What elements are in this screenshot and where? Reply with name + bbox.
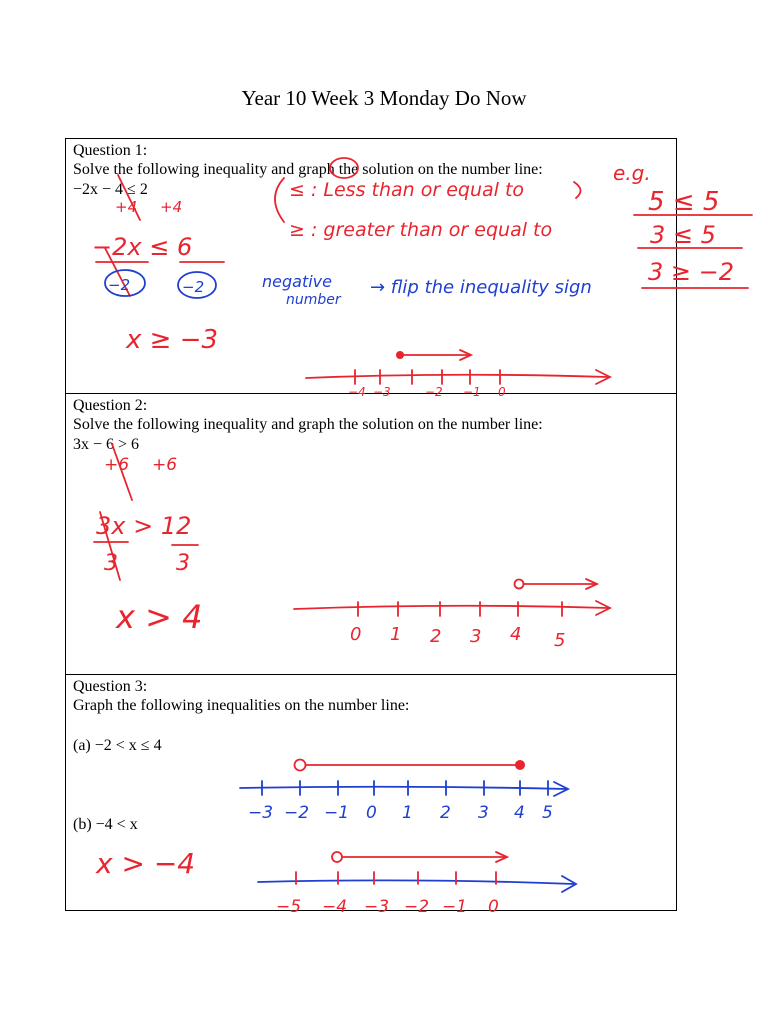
q2-axis-label: 0 <box>350 624 362 645</box>
q3b-axis-label: −5 <box>276 897 302 917</box>
q2-answer: x > 4 <box>116 598 203 636</box>
q2-plus6-right: +6 <box>152 455 178 475</box>
question-2-inequality: 3x − 6 > 6 <box>73 436 140 453</box>
q3a-axis-label: −1 <box>324 803 350 823</box>
q3b-axis-label: −2 <box>404 897 430 917</box>
q1-axis-label: −2 <box>425 385 443 399</box>
question-3-instruction: Graph the following inequalities on the number line: <box>73 697 410 714</box>
q2-axis-label: 1 <box>390 624 402 645</box>
q3a-axis-label: 4 <box>514 803 525 823</box>
q2-axis-label: 4 <box>510 624 522 645</box>
q1-negative-note: negative <box>262 272 332 291</box>
question-1-inequality: −2x − 4 ≤ 2 <box>73 181 148 198</box>
q2-step-lhs: 3x > 12 <box>96 512 192 540</box>
q3a-axis-label: 1 <box>402 803 413 823</box>
q1-answer: x ≥ −3 <box>126 325 219 355</box>
question-1-heading: Question 1: <box>73 142 148 159</box>
q1-example-1: 5 ≤ 5 <box>648 187 720 217</box>
q3b-axis-label: −4 <box>322 897 348 917</box>
q3b-axis-label: −3 <box>364 897 390 917</box>
question-2-box <box>65 393 677 675</box>
q3b-axis-label: 0 <box>488 897 499 917</box>
q1-flip-note: → flip the inequality sign <box>370 277 592 298</box>
q2-axis-label: 2 <box>430 626 442 647</box>
question-3-part-a: (a) −2 < x ≤ 4 <box>73 737 162 754</box>
q2-divisor-left: 3 <box>104 551 118 576</box>
q1-plus4-right: +4 <box>160 198 183 216</box>
q2-divisor-right: 3 <box>176 551 190 576</box>
q1-axis-label: −4 <box>348 385 366 399</box>
question-3-part-b: (b) −4 < x <box>73 816 138 833</box>
q1-divisor-right: −2 <box>182 278 205 296</box>
q1-axis-label: −1 <box>463 385 481 399</box>
question-1-instruction: Solve the following inequality and graph the solution on the number line: <box>73 161 543 178</box>
q3a-axis-label: −3 <box>248 803 274 823</box>
q3a-axis-label: 3 <box>478 803 489 823</box>
q1-eg-note: e.g. <box>613 161 651 185</box>
q3b-answer: x > −4 <box>96 847 196 880</box>
q1-example-2: 3 ≤ 5 <box>650 221 716 249</box>
q3a-axis-label: 0 <box>366 803 377 823</box>
question-2-instruction: Solve the following inequality and graph the solution on the number line: <box>73 416 543 433</box>
q2-plus6-left: +6 <box>104 455 130 475</box>
q1-step-lhs: −2x ≤ 6 <box>92 233 193 261</box>
q3a-axis-label: 5 <box>542 803 553 823</box>
page-title: Year 10 Week 3 Monday Do Now <box>241 86 527 110</box>
question-3-box <box>65 674 677 911</box>
question-3-heading: Question 3: <box>73 678 148 695</box>
q1-le-definition: ≤ : Less than or equal to <box>289 179 525 201</box>
q3a-axis-label: 2 <box>440 803 451 823</box>
q1-number-note: number <box>286 292 341 308</box>
q3a-axis-label: −2 <box>284 803 310 823</box>
q1-plus4-left: +4 <box>115 198 138 216</box>
question-1-box <box>65 138 677 394</box>
q1-axis-label: −3 <box>373 385 391 399</box>
q3b-axis-label: −1 <box>442 897 468 917</box>
q2-axis-label: 3 <box>470 626 482 647</box>
q1-ge-definition: ≥ : greater than or equal to <box>289 219 553 241</box>
q2-axis-label: 5 <box>554 630 566 651</box>
q1-divisor-left: −2 <box>108 276 131 294</box>
q1-example-3: 3 ≥ −2 <box>648 258 735 286</box>
question-2-heading: Question 2: <box>73 397 148 414</box>
q1-axis-label: 0 <box>498 385 506 399</box>
